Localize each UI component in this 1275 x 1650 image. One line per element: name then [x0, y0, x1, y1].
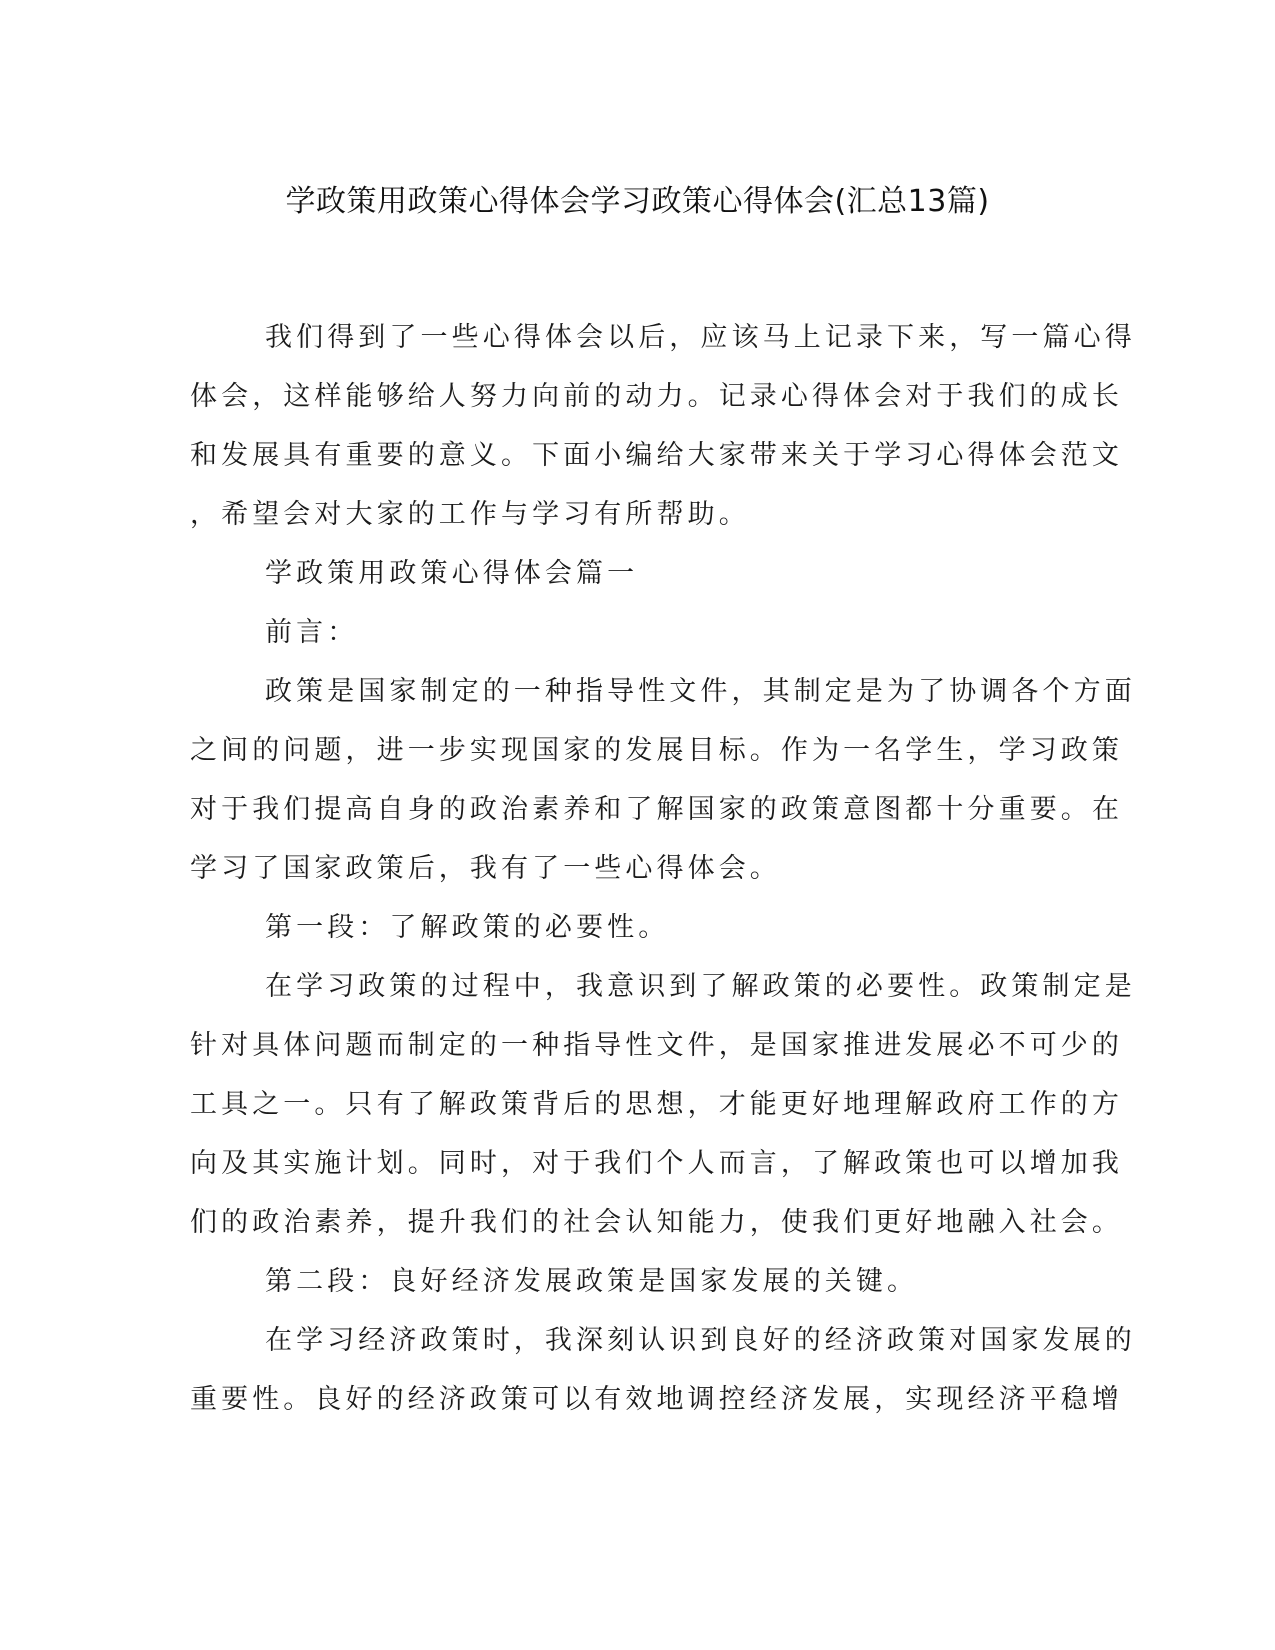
paragraph-line: 对于我们提高自身的政治素养和了解国家的政策意图都十分重要。在 [190, 794, 1123, 825]
section-subheading: 第一段：了解政策的必要性。 [265, 912, 670, 943]
section-subheading: 第二段：良好经济发展政策是国家发展的关键。 [265, 1266, 919, 1297]
paragraph-line: 在学习政策的过程中，我意识到了解政策的必要性。政策制定是 [265, 971, 1136, 1002]
paragraph-line: 政策是国家制定的一种指导性文件，其制定是为了协调各个方面 [265, 676, 1136, 707]
paragraph-line: 之间的问题，进一步实现国家的发展目标。作为一名学生，学习政策 [190, 735, 1123, 766]
section-heading: 学政策用政策心得体会篇一 [265, 558, 639, 589]
paragraph-line: 体会，这样能够给人努力向前的动力。记录心得体会对于我们的成长 [190, 381, 1123, 412]
paragraph-line: 和发展具有重要的意义。下面小编给大家带来关于学习心得体会范文 [190, 440, 1123, 471]
paragraph-line: ，希望会对大家的工作与学习有所帮助。 [190, 499, 750, 530]
paragraph-line: 重要性。良好的经济政策可以有效地调控经济发展，实现经济平稳增 [190, 1384, 1123, 1415]
paragraph-line: 学习了国家政策后，我有了一些心得体会。 [190, 853, 781, 884]
paragraph-line: 在学习经济政策时，我深刻认识到良好的经济政策对国家发展的 [265, 1325, 1136, 1356]
paragraph-line: 我们得到了一些心得体会以后，应该马上记录下来，写一篇心得 [265, 322, 1136, 353]
paragraph-line: 工具之一。只有了解政策背后的思想，才能更好地理解政府工作的方 [190, 1089, 1123, 1120]
section-subheading: 前言： [265, 617, 359, 648]
document-title: 学政策用政策心得体会学习政策心得体会(汇总13篇) [285, 184, 990, 219]
paragraph-line: 针对具体问题而制定的一种指导性文件，是国家推进发展必不可少的 [190, 1030, 1123, 1061]
paragraph-line: 向及其实施计划。同时，对于我们个人而言，了解政策也可以增加我 [190, 1148, 1123, 1179]
paragraph-line: 们的政治素养，提升我们的社会认知能力，使我们更好地融入社会。 [190, 1207, 1123, 1238]
